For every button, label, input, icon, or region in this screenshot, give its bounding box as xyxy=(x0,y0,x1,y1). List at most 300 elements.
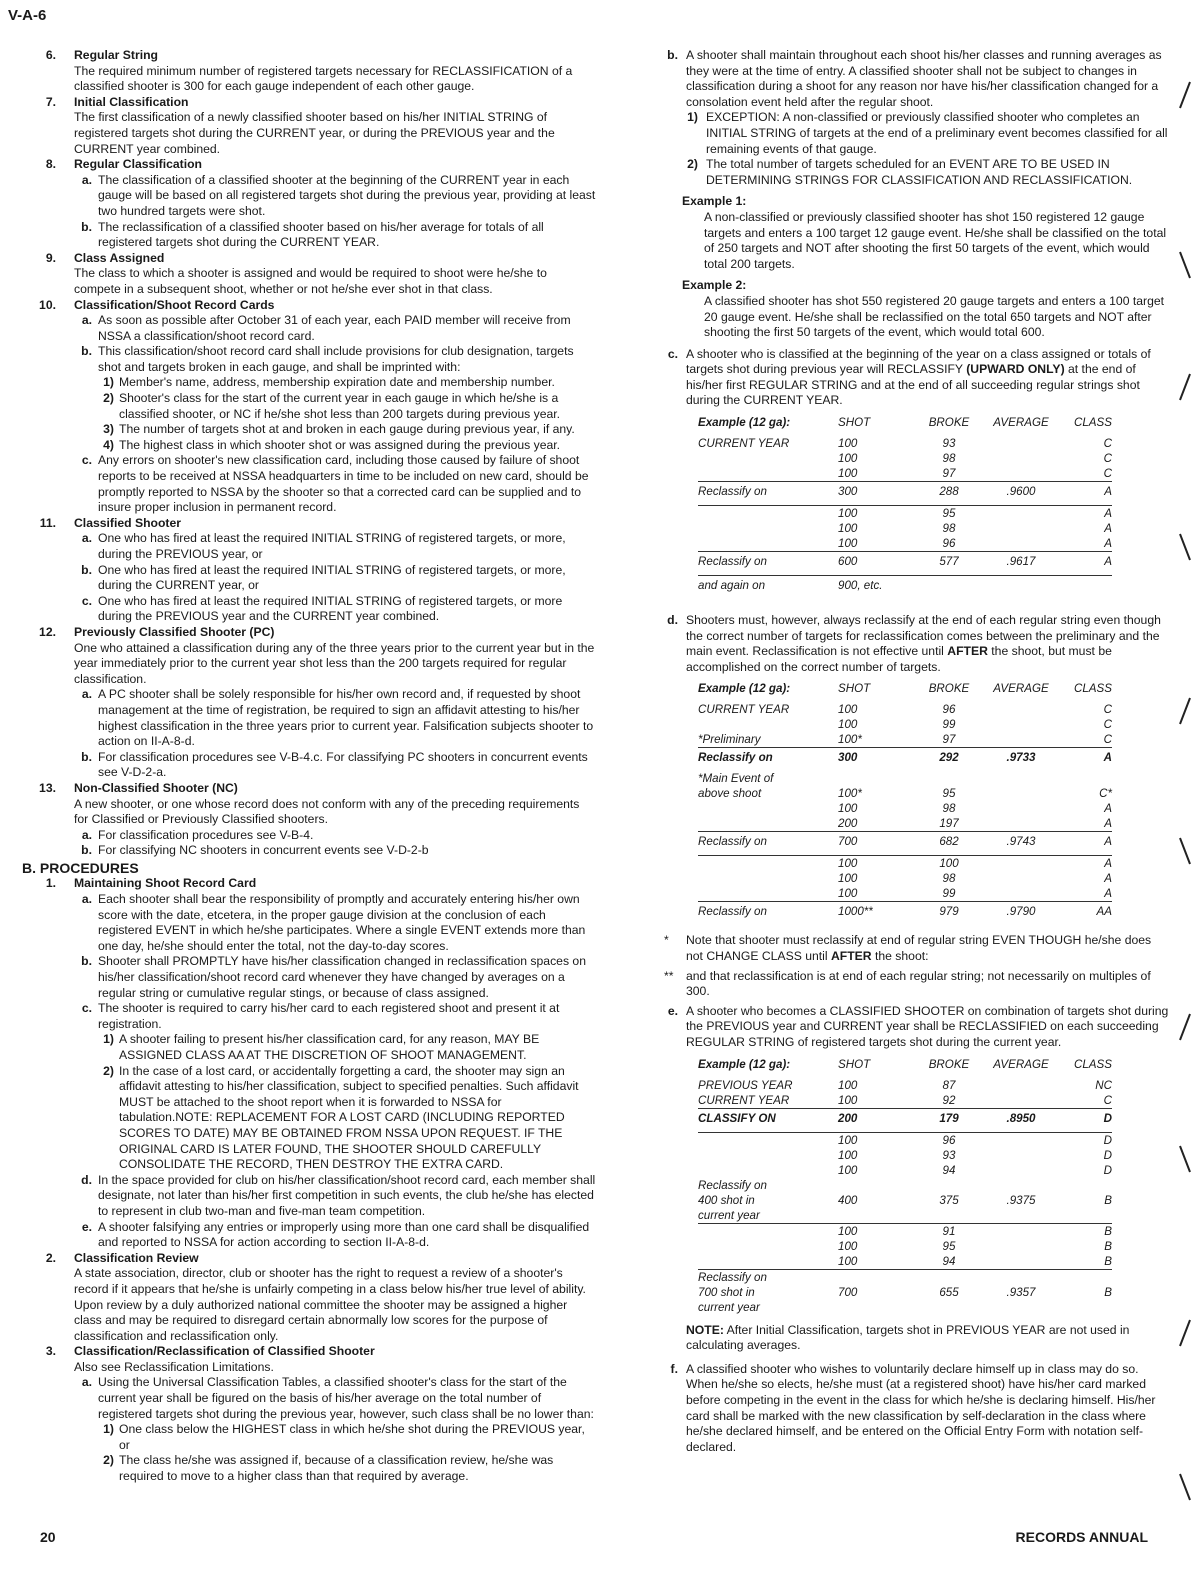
table-cell: 600 xyxy=(838,552,918,576)
table-cell xyxy=(980,1239,1062,1254)
item-text: The classification of a classified shooter at the beginning of the CURRENT year in each gauge will be based on all registered targets shot during the previous year, providing at least two hundred targets were shot. xyxy=(98,172,596,218)
list-item xyxy=(22,157,596,173)
table-cell: 98 xyxy=(942,452,956,466)
table-row xyxy=(698,681,1112,702)
table-cell: C xyxy=(1103,452,1112,466)
list-item xyxy=(22,1001,596,1032)
item-number: 7. xyxy=(45,94,56,109)
table-cell: .8950 xyxy=(980,1108,1062,1132)
table-cell: *Main Event of xyxy=(698,772,774,786)
item-heading: Classified Shooter xyxy=(74,515,182,530)
margin-mark xyxy=(1178,1012,1192,1042)
list-item xyxy=(22,1032,596,1063)
table-cell: BROKE xyxy=(928,1057,970,1071)
list-item xyxy=(22,375,596,391)
table-row xyxy=(698,521,1112,536)
table-cell xyxy=(1062,1208,1112,1224)
item-text: Shooter's class for the start of the current year in each gauge in which he/she is a classified shooter, or NC if he/she shot less than 200 targets during previous year. xyxy=(119,391,561,421)
table-row xyxy=(698,482,1112,506)
table-cell: SHOT xyxy=(838,416,871,430)
item-number: b. xyxy=(81,749,92,764)
table-cell xyxy=(980,1093,1062,1109)
table-cell: AVERAGE xyxy=(993,1057,1049,1071)
table-cell: BROKE xyxy=(928,682,970,696)
table-cell: B xyxy=(1104,1239,1112,1253)
table-cell: 93 xyxy=(942,1148,956,1162)
page-number: 20 xyxy=(40,1529,56,1545)
table-cell: B xyxy=(1104,1193,1112,1207)
item-text: The required minimum number of registered targets necessary for RECLASSIFICATION of a classified shooter is 300 for each gauge independent of each other gauge. xyxy=(74,63,573,94)
list-item xyxy=(22,828,596,844)
table-cell xyxy=(980,1208,1062,1224)
section-e: e. A shooter who becomes a CLASSIFIED SHOOTER on combination of targets shot during the PREVIOUS year and CURRENT year shall be RECLASSIFIED on each succeeding REGULAR STRING of registered targets shot during the current year. xyxy=(667,1003,1169,1049)
table-cell: CLASS xyxy=(1073,1057,1112,1071)
table-cell: CLASSIFY ON xyxy=(698,1108,838,1132)
table-cell xyxy=(838,1269,918,1285)
item-number: a. xyxy=(81,892,92,907)
table-cell xyxy=(918,1178,980,1193)
table-cell xyxy=(980,1254,1062,1270)
table-cell xyxy=(1062,1269,1112,1285)
item-number: a. xyxy=(81,172,92,187)
item-text: The reclassification of a classified shooter based on his/her average for totals of all registered targets shot during the CURRENT YEAR. xyxy=(98,219,544,250)
table-cell: 96 xyxy=(942,1133,956,1147)
item-number: 1) xyxy=(103,1032,114,1047)
table-row xyxy=(698,832,1112,856)
table-row xyxy=(698,1057,1112,1078)
note-initial-classification: NOTE: After Initial Classification, targets shot in PREVIOUS YEAR are not used in calculating averages. xyxy=(686,1322,1130,1353)
table-cell: Reclassify on xyxy=(698,482,838,506)
table-cell: 100* xyxy=(838,787,862,801)
table-cell: 94 xyxy=(918,1254,980,1270)
table-cell: SHOT xyxy=(838,1057,871,1071)
example-2: Example 2: A classified shooter has shot 550 registered 20 gauge targets and enters a 100 target 20 gauge event. He/she shall be reclassified on the total 650 targets and NOT after shooting the first 50 targets of the event, which would total 600. xyxy=(682,278,1165,340)
table-row xyxy=(698,415,1112,436)
item-number: a. xyxy=(81,827,92,842)
table-cell xyxy=(980,801,1062,816)
item-heading: Classification Review xyxy=(74,1250,199,1265)
table-cell: C xyxy=(1103,703,1112,717)
list-item xyxy=(22,516,596,532)
item-number: 2) xyxy=(103,1453,114,1468)
table-row xyxy=(698,451,1112,466)
footnote-2: ** and that reclassification is at end of each regular string; not necessarily on multiples of 300. xyxy=(664,968,1151,999)
section-c: c. A shooter who is classified at the beginning of the year on a class assigned or totals of targets shot during previous year will RECLASSIFY (UPWARD ONLY) at the end of his/her first REGULAR STRING and at the end of all succeeding regular strings shot during the CURRENT YEAR. xyxy=(667,346,1151,408)
list-item xyxy=(22,1064,596,1173)
table-cell: 100 xyxy=(838,802,858,816)
table-cell: D xyxy=(1103,1133,1112,1147)
table-cell: D xyxy=(1103,1163,1112,1177)
table-row xyxy=(698,576,1112,600)
list-item xyxy=(22,843,596,859)
table-cell: 95 xyxy=(942,787,956,801)
table-row xyxy=(698,1178,1112,1193)
table-cell: 200 xyxy=(838,1108,918,1132)
example-1: Example 1: A non-classified or previously classified shooter has shot 150 registered 12 gauge targets and enters a 100 target 12 gauge event. He/she shall be classified on the total of 250 targets and NOT after shooting the first 50 targets of the event, which would total 200 targets. xyxy=(682,194,1167,271)
table-cell xyxy=(698,521,838,536)
item-heading: Classification/Reclassification of Classified Shooter xyxy=(74,1344,375,1359)
margin-mark xyxy=(1178,1472,1192,1502)
table-cell xyxy=(698,816,838,832)
item-text: A shooter failing to present his/her classification card, for any reason, MAY BE ASSIGNED CLASS AA AT THE DISCRETION OF SHOOT MANAGEMENT. xyxy=(119,1032,540,1062)
list-item xyxy=(22,892,596,954)
item-text: For classification procedures see V-B-4. xyxy=(98,827,314,842)
table-cell xyxy=(980,702,1062,717)
table-cell: 1000** xyxy=(838,905,873,919)
table-cell: 98 xyxy=(942,522,956,536)
table-row xyxy=(698,771,1112,786)
table-cell xyxy=(980,1300,1062,1315)
item-text: The class he/she was assigned if, because of a classification review, he/she was required to move to a higher class than that required by average. xyxy=(119,1453,554,1484)
table-cell: 179 xyxy=(918,1108,980,1132)
item-heading: Non-Classified Shooter (NC) xyxy=(74,780,238,795)
item-text: This classification/shoot record card shall include provisions for club designation, targets shot and targets broken in each gauge, and shall be imprinted with: xyxy=(98,344,574,374)
table-cell: NC xyxy=(1095,1078,1112,1092)
table-cell xyxy=(980,521,1062,536)
item-number: 8. xyxy=(45,157,56,172)
table-cell: 100 xyxy=(838,437,858,451)
list-item xyxy=(22,1173,596,1220)
table-row xyxy=(698,856,1112,872)
table-cell xyxy=(980,1269,1062,1285)
table-row xyxy=(698,786,1112,801)
table-cell: 577 xyxy=(918,552,980,576)
table-cell: 100 xyxy=(838,1239,858,1253)
item-heading: Maintaining Shoot Record Card xyxy=(74,876,257,891)
list-item xyxy=(22,1422,596,1453)
item-text: In the space provided for club on his/her classification/shoot record card, each member shall designate, not later than his/her first competition in such events, the club he/she has elected to represent in club two-man and five-man team competition. xyxy=(98,1172,596,1218)
table-cell: 100 xyxy=(838,857,858,871)
table-cell: Reclassify on xyxy=(698,552,838,576)
item-text: One who attained a classification during any of the three years prior to the current year but in the year immediately prior to the current year shot less than the 200 targets required for regular classification. xyxy=(74,640,595,686)
table-row xyxy=(698,1208,1112,1224)
example-table-e xyxy=(698,1057,1112,1315)
table-cell: 100 xyxy=(838,1093,918,1109)
list-item xyxy=(22,1344,596,1375)
table-row xyxy=(698,1078,1112,1093)
table-cell: 100 xyxy=(838,1148,858,1162)
item-text: One who has fired at least the required INITIAL STRING of registered targets, or more during the PREVIOUS year and the CURRENT year combined. xyxy=(98,593,563,624)
table-cell: C xyxy=(1103,718,1112,732)
table-cell xyxy=(838,771,918,786)
table-cell: 100 xyxy=(838,466,918,482)
table-cell: Reclassify on xyxy=(698,905,767,919)
table-row xyxy=(698,436,1112,451)
table-row xyxy=(698,1093,1112,1109)
item-text: For classification procedures see V-B-4.c. For classifying PC shooters in concurrent events see V-D-2-a. xyxy=(98,749,588,780)
list-item xyxy=(22,313,596,344)
table-row xyxy=(698,536,1112,552)
item-text: Using the Universal Classification Tables, a classified shooter's class for the start of the current year shall be figured on the basis of his/her average on the total number of registered targets shot during the previous year, however, such class shall be no lower than: xyxy=(98,1375,594,1421)
table-cell: 979 xyxy=(939,905,959,919)
item-text: The first classification of a newly classified shooter based on his/her INITIAL STRING of registered targets shot during the CURRENT year, or during the PREVIOUS year and the CURRENT year combined. xyxy=(74,110,555,156)
table-row xyxy=(698,1193,1112,1208)
item-number: 10. xyxy=(39,297,56,312)
table-cell xyxy=(698,1132,838,1148)
margin-mark xyxy=(1178,532,1192,562)
table-cell: .9790 xyxy=(1006,905,1036,919)
footnote-1: * Note that shooter must reclassify at end of regular string EVEN THOUGH he/she does not CHANGE CLASS until AFTER the shoot: xyxy=(664,933,1152,964)
table-cell xyxy=(980,786,1062,801)
table-cell: 100 xyxy=(838,1254,918,1270)
table-cell: 91 xyxy=(942,1224,956,1238)
left-column xyxy=(22,48,596,1485)
item-number: 4) xyxy=(103,437,114,452)
table-cell: 97 xyxy=(918,732,980,748)
table-row xyxy=(698,717,1112,732)
table-cell: PREVIOUS YEAR xyxy=(698,1078,793,1092)
item-text: In the case of a lost card, or accidentally forgetting a card, the shooter may sign an affidavit attesting to his/her classification, subject to specified penalties. Such affidavit MUST be attached to the shoot report when it is forwarded to NSSA for tabulation.NOTE: REPLACEMENT FOR A LOST CARD (INCLUDING REPORTED SCORES TO DATE) MAY BE OBTAINED FROM NSSA UPON REQUEST. IF THE ORIGINAL CARD IS LATER FOUND, THE SHOOTER SHOULD CAREFULLY CONSOLIDATE THE RECORD, THEN DESTROY THE EXTRA CARD. xyxy=(119,1063,579,1172)
table-cell xyxy=(980,871,1062,886)
table-cell: B xyxy=(1104,1285,1112,1299)
item-number: 12. xyxy=(39,624,56,639)
running-header: V-A-6 xyxy=(8,7,47,24)
table-cell: 100 xyxy=(838,522,858,536)
table-row xyxy=(698,1254,1112,1270)
table-cell xyxy=(980,1148,1062,1163)
table-row xyxy=(698,1223,1112,1239)
table-cell: .9743 xyxy=(980,832,1062,856)
table-row xyxy=(698,1132,1112,1148)
list-item xyxy=(22,563,596,594)
table-cell xyxy=(698,506,838,522)
table-cell: 93 xyxy=(942,437,956,451)
item-number: a. xyxy=(81,1375,92,1390)
margin-mark xyxy=(1178,1318,1192,1348)
table-cell xyxy=(980,1078,1062,1093)
margin-mark xyxy=(1178,696,1192,726)
item-number: 2) xyxy=(103,391,114,406)
table-cell xyxy=(980,451,1062,466)
item-heading: Classification/Shoot Record Cards xyxy=(74,297,275,312)
table-cell xyxy=(698,871,838,886)
table-cell: A xyxy=(1062,482,1112,506)
table-cell: A xyxy=(1062,552,1112,576)
table-cell xyxy=(1062,771,1112,786)
item-number: 11. xyxy=(39,515,56,530)
table-cell: 100 xyxy=(838,536,918,552)
table-cell xyxy=(838,1300,918,1315)
item-number: c. xyxy=(81,453,92,468)
item-text: Any errors on shooter's new classification card, including those caused by failure of shoot reports to be received at NSSA headquarters in time to be included on new card, should be promptly reported to NSSA by the shooter so that a corrected card can be supplied and to insure proper inclusion in permanent record. xyxy=(98,453,589,515)
table-cell: 99 xyxy=(918,886,980,902)
item-number: c. xyxy=(81,593,92,608)
list-item xyxy=(22,48,596,95)
table-cell xyxy=(980,1132,1062,1148)
table-cell: 97 xyxy=(918,466,980,482)
item-number: d. xyxy=(81,1172,92,1187)
list-item xyxy=(22,453,596,515)
table-cell: A xyxy=(1103,751,1112,765)
table-row xyxy=(698,702,1112,717)
table-cell: 655 xyxy=(939,1285,959,1299)
item-text: Member's name, address, membership expiration date and membership number. xyxy=(119,375,555,390)
table-cell xyxy=(698,1163,838,1178)
right-column xyxy=(664,48,1170,1455)
table-cell: AVERAGE xyxy=(993,682,1049,696)
table-cell: D xyxy=(1103,1148,1112,1162)
table-cell xyxy=(980,536,1062,552)
list-item xyxy=(22,1453,596,1484)
table-cell: 96 xyxy=(918,536,980,552)
table-row xyxy=(698,1285,1112,1300)
margin-mark xyxy=(1178,372,1192,402)
table-row xyxy=(698,1148,1112,1163)
table-cell: Example (12 ga): xyxy=(698,416,791,430)
item-number: b. xyxy=(81,219,92,234)
item-heading: Regular String xyxy=(74,48,158,62)
table-cell: C xyxy=(1103,437,1112,451)
item-text: One who has fired at least the required INITIAL STRING of registered targets, or more, during the CURRENT year, or xyxy=(98,562,566,593)
table-cell: B xyxy=(1104,1224,1112,1238)
table-cell: SHOT xyxy=(838,682,871,696)
section-b: b. A shooter shall maintain throughout each shoot his/her classes and running averages as they were at the time of entry. A classified shooter shall not be subject to changes in classification during a shoot for any reason nor have his/her classification changed for a consolation event held after the regular shoot. xyxy=(667,48,1162,109)
table-cell: 94 xyxy=(942,1163,956,1177)
table-cell xyxy=(918,576,980,600)
table-row xyxy=(698,732,1112,748)
margin-mark xyxy=(1178,250,1192,280)
table-cell: 700 xyxy=(838,1285,858,1299)
table-cell: .9617 xyxy=(980,552,1062,576)
list-item xyxy=(22,954,596,1001)
table-cell xyxy=(698,451,838,466)
table-cell: 200 xyxy=(838,816,918,832)
list-item xyxy=(22,95,596,157)
table-cell xyxy=(980,732,1062,748)
table-cell: Reclassify on xyxy=(698,1270,767,1284)
table-cell: D xyxy=(1062,1108,1112,1132)
section-d: d. Shooters must, however, always reclassify at the end of each regular string even though the correct number of targets for reclassification comes between the preliminary and the main event. Reclassification is not effective until AFTER the shoot, but must be accomplished on the correct number of targets. xyxy=(667,613,1161,674)
table-cell: 98 xyxy=(942,872,956,886)
table-cell: A xyxy=(1104,872,1112,886)
table-cell: 400 shot in xyxy=(698,1193,755,1207)
table-cell: A xyxy=(1062,886,1112,902)
table-cell: current year xyxy=(698,1208,838,1224)
list-item xyxy=(22,251,596,298)
item-heading: Initial Classification xyxy=(74,94,189,109)
table-cell xyxy=(918,1300,980,1315)
table-cell: 96 xyxy=(942,703,956,717)
table-cell: 700 shot in xyxy=(698,1285,755,1299)
item-number: e. xyxy=(81,1219,92,1234)
table-cell: BROKE xyxy=(928,416,970,430)
table-cell xyxy=(980,856,1062,872)
table-cell: 288 xyxy=(918,482,980,506)
list-item xyxy=(22,750,596,781)
item-text: As soon as possible after October 31 of each year, each PAID member will receive from NSSA a classification/shoot record card. xyxy=(98,313,571,343)
table-cell xyxy=(698,1239,838,1254)
table-cell: 300 xyxy=(838,482,918,506)
item-number: b. xyxy=(81,344,92,359)
table-cell xyxy=(698,536,838,552)
item-number: a. xyxy=(81,313,92,328)
table-cell: A xyxy=(1104,857,1112,871)
list-item xyxy=(22,594,596,625)
table-cell xyxy=(918,1269,980,1285)
table-cell xyxy=(698,801,838,816)
list-item xyxy=(22,1375,596,1422)
table-cell xyxy=(698,466,838,482)
item-number: 3) xyxy=(103,422,114,437)
list-item xyxy=(22,438,596,454)
table-cell: Example (12 ga): xyxy=(698,1057,791,1071)
table-cell: 100 xyxy=(838,872,858,886)
table-cell: A xyxy=(1104,802,1112,816)
table-row xyxy=(698,1300,1112,1315)
item-number: 1) xyxy=(103,375,114,390)
table-cell: 87 xyxy=(942,1078,956,1092)
item-text: A PC shooter shall be solely responsible for his/her own record and, if requested by shoot management at the time of registration, be required to sign an affidavit attesting to his/her highest classification in the three years prior to current year. Falsification subjects shooter to action on II-A-8-d. xyxy=(98,687,594,749)
table-cell: Reclassify on xyxy=(698,832,838,856)
table-cell: Reclassify on xyxy=(698,751,773,765)
list-item xyxy=(22,1251,596,1345)
table-cell: 700 xyxy=(838,832,918,856)
table-cell: 100* xyxy=(838,732,918,748)
table-cell xyxy=(980,717,1062,732)
table-cell: A xyxy=(1062,816,1112,832)
table-cell: 100 xyxy=(838,886,918,902)
item-text: Shooter shall PROMPTLY have his/her classification changed in reclassification spaces on his/her classification/shoot record card whenever they have changed by averages on a regular string or cumulative regular stings, or because of class assigned. xyxy=(98,954,586,1000)
item-text: One class below the HIGHEST class in which he/she shot during the PREVIOUS year, or xyxy=(119,1422,585,1452)
table-cell: 375 xyxy=(939,1193,959,1207)
list-item xyxy=(22,220,596,251)
item-number: 2. xyxy=(45,1250,56,1265)
table-cell: 95 xyxy=(942,1239,956,1253)
margin-mark xyxy=(1178,80,1192,110)
item-heading: Regular Classification xyxy=(74,157,203,172)
item-number: 1) xyxy=(103,1422,114,1437)
table-cell: CLASS xyxy=(1073,682,1112,696)
table-row xyxy=(698,1239,1112,1254)
publication-footer: RECORDS ANNUAL xyxy=(1015,1529,1148,1545)
table-cell: above shoot xyxy=(698,787,762,801)
table-cell xyxy=(918,771,980,786)
table-cell xyxy=(698,886,838,902)
item-number: 1. xyxy=(45,876,56,891)
list-item xyxy=(22,781,596,828)
item-text: The highest class in which shooter shot or was assigned during the previous year. xyxy=(119,437,561,452)
table-cell: 99 xyxy=(942,718,956,732)
table-cell: AA xyxy=(1096,905,1112,919)
section-b-1: 1) EXCEPTION: A non-classified or previously classified shooter who completes an INITIAL STRING of targets at the end of a preliminary event becomes classified for all remaining events of that gauge. xyxy=(687,110,1168,156)
table-cell: A xyxy=(1104,522,1112,536)
item-number: c. xyxy=(81,1001,92,1016)
table-cell: 197 xyxy=(918,816,980,832)
table-cell xyxy=(1062,1300,1112,1315)
table-cell: A xyxy=(1104,507,1112,521)
list-item xyxy=(22,344,596,375)
table-cell: 100 xyxy=(939,857,959,871)
item-text: A new shooter, or one whose record does not conform with any of the preceding requirements for Classified or Previously Classified shooters. xyxy=(74,796,580,827)
item-number: 6. xyxy=(45,48,56,62)
list-item xyxy=(22,531,596,562)
table-cell: 682 xyxy=(918,832,980,856)
table-cell: 92 xyxy=(918,1093,980,1109)
list-item xyxy=(22,173,596,220)
table-cell: C* xyxy=(1099,787,1112,801)
item-heading: Previously Classified Shooter (PC) xyxy=(74,624,275,639)
list-item xyxy=(22,422,596,438)
list-item xyxy=(22,1220,596,1251)
list-item xyxy=(22,876,596,892)
table-cell: 900, etc. xyxy=(838,579,883,593)
table-cell: 100 xyxy=(838,452,858,466)
table-cell xyxy=(698,1254,838,1270)
table-cell: CURRENT YEAR xyxy=(698,1093,838,1109)
item-number: 9. xyxy=(45,250,56,265)
table-cell: .9600 xyxy=(980,482,1062,506)
table-cell: 300 xyxy=(838,751,858,765)
